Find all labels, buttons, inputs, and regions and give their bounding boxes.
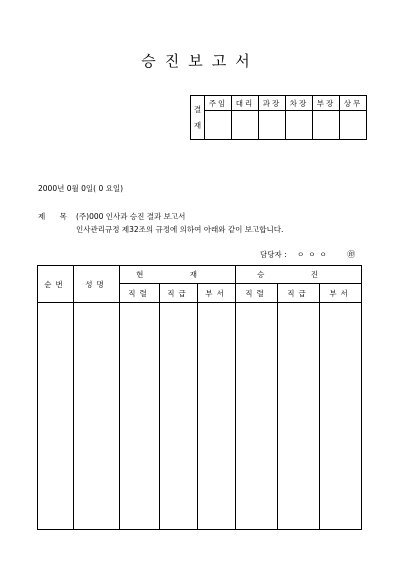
current-position-header: 직렬 bbox=[120, 284, 160, 303]
approval-col-label: 주임 bbox=[205, 96, 232, 111]
approval-side-char-1: 결 bbox=[193, 104, 202, 114]
subject-label: 제 목 bbox=[38, 212, 73, 221]
approval-side-char-2: 재 bbox=[193, 120, 202, 130]
approval-sign-cell[interactable] bbox=[232, 111, 259, 140]
current-dept-header: 부서 bbox=[198, 284, 236, 303]
current-dept-cell[interactable] bbox=[198, 303, 236, 530]
seq-cell[interactable] bbox=[38, 303, 74, 530]
col-name-header: 성명 bbox=[74, 266, 120, 303]
promotion-position-header: 직렬 bbox=[236, 284, 278, 303]
manager-line bbox=[260, 249, 355, 260]
group-current-header: 현 재 bbox=[120, 266, 236, 284]
body-text: 인사관리규정 제32조의 규정에 의하여 아래와 같이 보고합니다. bbox=[76, 225, 284, 234]
promotion-grade-header: 직급 bbox=[278, 284, 320, 303]
approval-col-label: 대리 bbox=[232, 96, 259, 111]
promotion-position-cell[interactable] bbox=[236, 303, 278, 530]
approval-sign-cell[interactable] bbox=[286, 111, 313, 140]
approval-sign-cell[interactable] bbox=[313, 111, 340, 140]
approval-col-label: 상무 bbox=[340, 96, 367, 111]
promotion-grade-cell[interactable] bbox=[278, 303, 320, 530]
seal-icon: ㊞ bbox=[347, 250, 356, 259]
current-grade-header: 직급 bbox=[160, 284, 198, 303]
group-promotion-header: 승 진 bbox=[236, 266, 362, 284]
current-position-cell[interactable] bbox=[120, 303, 160, 530]
current-grade-cell[interactable] bbox=[160, 303, 198, 530]
manager-label: 담당자 : bbox=[260, 250, 287, 259]
approval-side-label bbox=[191, 96, 205, 140]
approval-col-label: 차장 bbox=[286, 96, 313, 111]
approval-sign-cell[interactable] bbox=[259, 111, 286, 140]
report-date: 2000년 0월 0일( 0 요일) bbox=[38, 184, 124, 193]
name-cell[interactable] bbox=[74, 303, 120, 530]
approval-box bbox=[190, 95, 367, 140]
promotion-table bbox=[37, 265, 362, 530]
promotion-dept-cell[interactable] bbox=[320, 303, 362, 530]
approval-col-label: 부장 bbox=[313, 96, 340, 111]
manager-name: ㅇㅇㅇ bbox=[297, 250, 331, 259]
subject-text: (주)000 인사과 승진 결과 보고서 bbox=[76, 212, 186, 221]
approval-sign-cell[interactable] bbox=[205, 111, 232, 140]
document-title: 승진보고서 bbox=[141, 52, 259, 70]
promotion-dept-header: 부서 bbox=[320, 284, 362, 303]
approval-sign-cell[interactable] bbox=[340, 111, 367, 140]
col-seq-header: 순번 bbox=[38, 266, 74, 303]
subject-line bbox=[38, 211, 185, 222]
approval-col-label: 과장 bbox=[259, 96, 286, 111]
